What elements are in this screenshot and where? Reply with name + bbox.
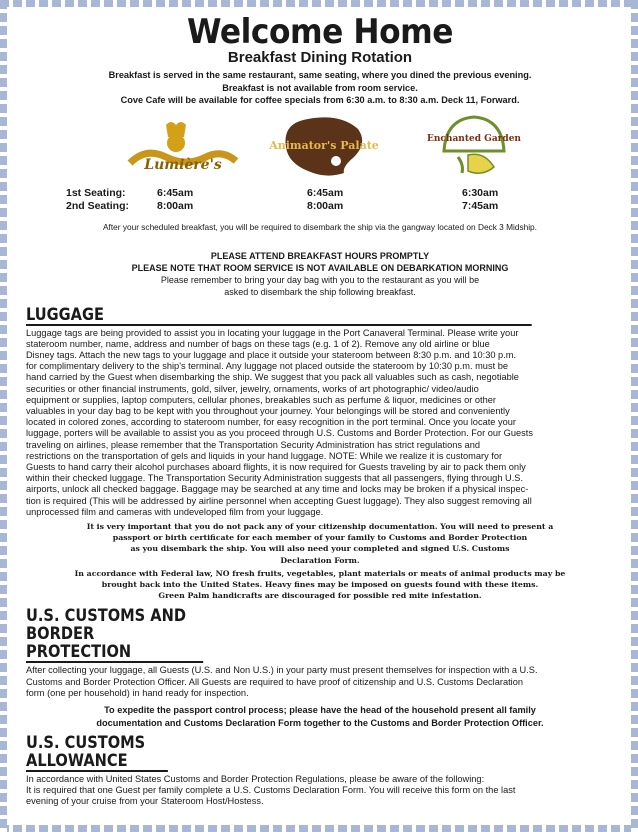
seating-time: 6:45am bbox=[307, 186, 344, 199]
enchanted-garden-logo bbox=[427, 111, 521, 181]
breakfast-notice bbox=[26, 250, 614, 298]
citizenship-notice bbox=[26, 521, 614, 566]
page-border-top bbox=[0, 0, 638, 7]
text-line: unprocessed film and cameras with undeveloped film from your luggage. bbox=[26, 506, 324, 517]
lumieres-palace-logo bbox=[126, 117, 241, 179]
text-line: tion is required (This will be addressed by airline personnel when accepting Guest luggage). They also suggest removing all bbox=[26, 495, 532, 506]
seating-row-first bbox=[26, 187, 614, 200]
notice-line: PLEASE ATTEND BREAKFAST HOURS PROMPTLY bbox=[210, 250, 430, 261]
text-line: equipment or supplies, laptop computers, cellular phones, breakables such as perfume & liquor, medicines or other bbox=[26, 394, 496, 405]
seating-time: 7:45am bbox=[462, 199, 499, 212]
logo-text: Lumière's bbox=[144, 156, 222, 173]
text-line: Luggage tags are being provided to assist you in locating your luggage in the Port Canaveral Terminal. Please write your bbox=[26, 327, 519, 338]
text-line: evening of your cruise from your Stateroom Host/Hostess. bbox=[26, 795, 264, 806]
disembark-note: After your scheduled breakfast, you will be required to disembark the ship via the gangway located on Deck 3 Midship. bbox=[103, 221, 537, 232]
notice-line: Green Palm handicrafts are discouraged for possible red mite infestation. bbox=[158, 591, 482, 601]
customs-text bbox=[26, 665, 614, 699]
allowance-heading: U.S. CUSTOMS ALLOWANCE bbox=[26, 734, 168, 772]
text-line: Customs and Border Protection Officer. All Guests are required to have proof of citizenship and U.S. Customs Declaration bbox=[26, 676, 524, 687]
allowance-text bbox=[26, 774, 614, 808]
text-line: restrictions on the transportation of gels and liquids in your hand luggage. NOTE: While we realize it is customary for bbox=[26, 450, 503, 461]
seating-label: 1st Seating: bbox=[66, 186, 126, 199]
notice-line: Declaration Form. bbox=[280, 555, 360, 565]
intro-text bbox=[26, 69, 614, 107]
text-line: It is required that one Guest per family complete a U.S. Customs Declaration Form. You will receive this form on the last bbox=[26, 784, 516, 795]
text-line: In accordance with United States Customs and Border Protection Regulations, please be aware of the following: bbox=[26, 773, 485, 784]
intro-line: Cove Cafe will be available for coffee specials from 6:30 a.m. to 8:30 a.m. Deck 11, Forward. bbox=[120, 95, 520, 105]
notice-line: PLEASE NOTE THAT ROOM SERVICE IS NOT AVAILABLE ON DEBARKATION MORNING bbox=[131, 262, 509, 273]
restaurant-logos bbox=[26, 117, 614, 183]
seating-row-second bbox=[26, 200, 614, 213]
seating-time: 8:00am bbox=[157, 199, 194, 212]
seating-time: 6:30am bbox=[462, 186, 499, 199]
text-line: traveling on airlines, please remember that the Transportation Security Administration has strict regulations and bbox=[26, 439, 480, 450]
seating-time: 6:45am bbox=[157, 186, 194, 199]
text-line: securities or other financial instruments, gold, silver, jewelry, ornaments, works of art photographic/ video/audio bbox=[26, 383, 479, 394]
text-line: hand carried by the Guest when disembarking the ship. We suggest that you pack all valuables such as cash, negotiable bbox=[26, 372, 519, 383]
page-border-left bbox=[0, 0, 7, 832]
text-line: valuables in your day bag to be kept with you throughout your journey. Your belongings will be stored and conveniently bbox=[26, 405, 510, 416]
seating-time: 8:00am bbox=[307, 199, 344, 212]
luggage-heading: LUGGAGE bbox=[26, 306, 532, 326]
luggage-text bbox=[26, 328, 614, 518]
text-line: luggage, porters will be available to assist you as you proceed through U.S. Customs and Border Protection. For our Guests bbox=[26, 428, 533, 439]
notice-line: To expedite the passport control process; please have the head of the household present all family bbox=[104, 704, 536, 715]
customs-heading: U.S. CUSTOMS AND BORDER PROTECTION bbox=[26, 607, 203, 663]
notice-line: Please remember to bring your day bag with you to the restaurant as you will be bbox=[160, 274, 480, 285]
text-line: airports, unlock all checked baggage. Baggage may be searched at any time and locks may be broken if a physical inspec- bbox=[26, 484, 529, 495]
text-line: Guests to hand carry their alcohol purchases aboard flights, it is now required for Guests traveling by air to pack them only bbox=[26, 461, 526, 472]
page-border-right bbox=[631, 0, 638, 832]
document-page bbox=[26, 14, 614, 807]
logo-text: Animator's Palate bbox=[269, 138, 379, 152]
animators-palate-logo bbox=[269, 113, 379, 179]
page-border-bottom bbox=[0, 825, 638, 832]
text-line: for complimentary delivery to the ship's terminal. Any luggage not placed outside the stateroom by 10:30 p.m. must be bbox=[26, 361, 508, 372]
notice-line: documentation and Customs Declaration Form together to the Customs and Border Protection Officer. bbox=[96, 717, 544, 728]
notice-line: brought back into the United States. Heavy fines may be imposed on guests found with these items. bbox=[101, 579, 539, 589]
page-title: Welcome Home bbox=[186, 12, 454, 52]
expedite-notice bbox=[26, 704, 614, 730]
text-line: form (one per household) in hand ready for inspection. bbox=[26, 687, 249, 698]
logo-text: Enchanted Garden bbox=[427, 133, 521, 144]
page-subtitle: Breakfast Dining Rotation bbox=[227, 49, 413, 66]
notice-line: In accordance with Federal law, NO fresh fruits, vegetables, plant materials or meats of animal products may be bbox=[74, 568, 566, 578]
notice-line: as you disembark the ship. You will also need your completed and signed U.S. Customs bbox=[130, 544, 510, 554]
notice-line: It is very important that you do not pack any of your citizenship documentation. You will need to present a bbox=[86, 521, 554, 531]
text-line: stateroom number, name, address and number of bags on these tags (e.g. 1 of 2). Remove any old airline or blue bbox=[26, 338, 490, 349]
text-line: within their checked luggage. The Transportation Security Administration suggests that all passengers, flying through U.S. bbox=[26, 473, 524, 484]
federal-law-notice bbox=[26, 568, 614, 602]
text-line: Disney tags. Attach the new tags to your luggage and place it outside your stateroom between 8:30 p.m. and 10:30 p.m. bbox=[26, 349, 517, 360]
intro-line: Breakfast is not available from room service. bbox=[222, 82, 418, 93]
notice-line: passport or birth certificate for each member of your family to Customs and Border Protection bbox=[112, 533, 528, 543]
text-line: located in colored zones, according to stateroom number, for easy recognition in the port terminal. Once you locate your bbox=[26, 417, 517, 428]
intro-line: Breakfast is served in the same restaurant, same seating, where you dined the previous evening. bbox=[108, 70, 532, 80]
text-line: After collecting your luggage, all Guests (U.S. and Non U.S.) in your party must present themselves for inspection with a U.S. bbox=[26, 665, 538, 676]
seating-label: 2nd Seating: bbox=[66, 199, 130, 212]
notice-line: asked to disembark the ship following breakfast. bbox=[224, 286, 416, 297]
